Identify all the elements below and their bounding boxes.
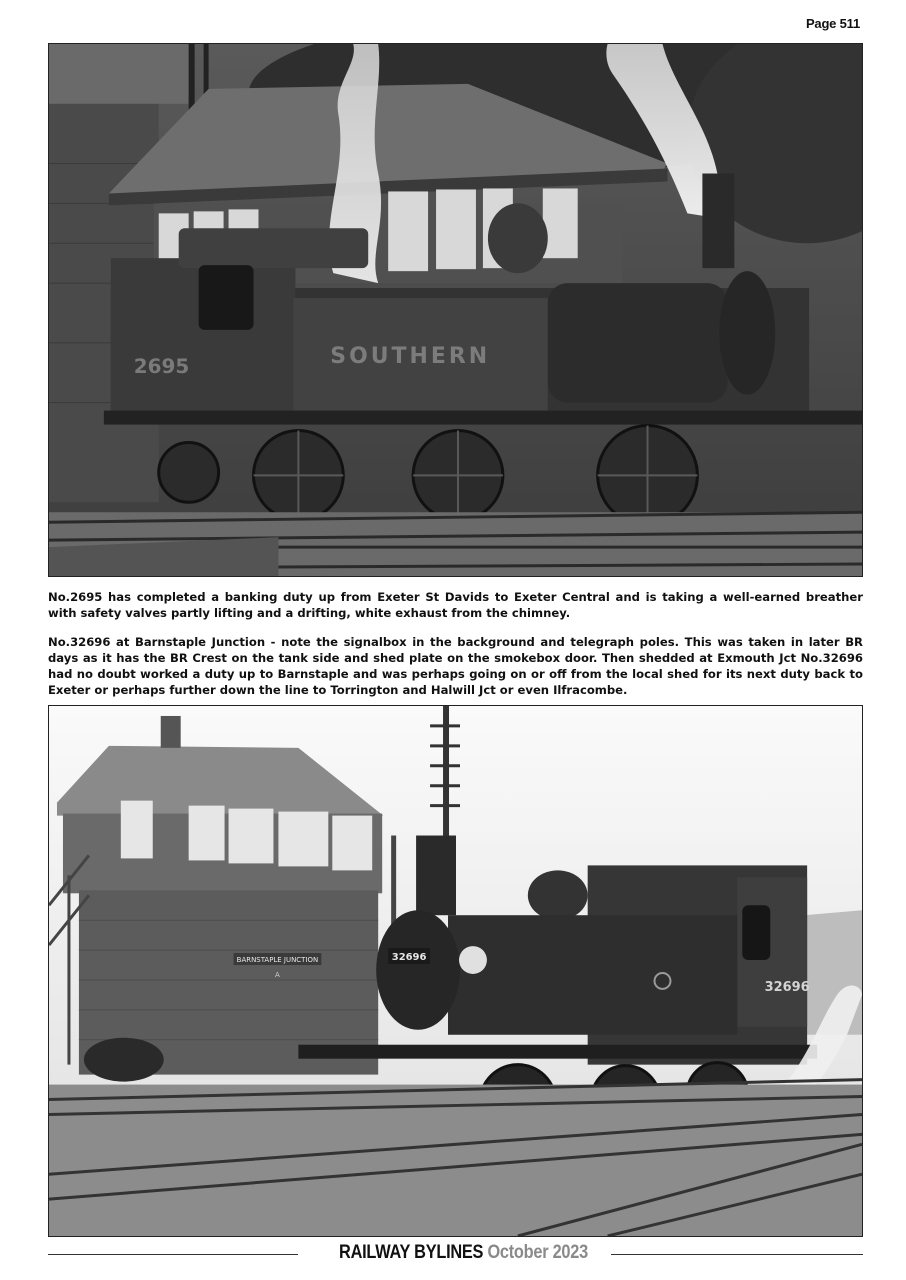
page-footer (48, 1242, 863, 1268)
footer-rule-left (48, 1254, 298, 1255)
photo-1-illustration (49, 44, 862, 576)
photo-locomotive-2695 (48, 43, 863, 577)
photo-locomotive-32696 (48, 705, 863, 1237)
page-number: Page 511 (805, 16, 860, 31)
loco-side-number: 2695 (133, 354, 190, 378)
photo-2-illustration (49, 706, 862, 1236)
tank-lettering: SOUTHERN (330, 343, 491, 369)
footer-rule-right (611, 1254, 863, 1255)
photo-caption-1: No.2695 has completed a banking duty up from Exeter St Davids to Exeter Central and is taking a well-earned breather with safety valves partly lifting and a drifting, white exhaust from the chimney. (48, 590, 863, 620)
magazine-title: RAILWAY BYLINES (339, 1242, 484, 1263)
footer-masthead (339, 1242, 588, 1264)
issue-date: October 2023 (487, 1242, 588, 1263)
signalbox-nameboard: BARNSTAPLE JUNCTION (236, 956, 319, 965)
photo-caption-2: No.32696 at Barnstaple Junction - note the signalbox in the background and telegraph poles. This was taken in later BR days as it has the BR Crest on the tank side and shed plate on the smokebox door. Then shedded at Exmouth Jct No.32696 had no doubt worked a duty up to Barnstaple and was perhaps going on or off from the local shed for its next duty back to Exeter or perhaps further down the line to Torrington and Halwill Jct or even Ilfracombe. (48, 635, 863, 697)
smokebox-plate: 32696 (391, 952, 427, 964)
bunker-number: 32696 (764, 979, 810, 995)
signalbox-letter: A (275, 970, 280, 979)
